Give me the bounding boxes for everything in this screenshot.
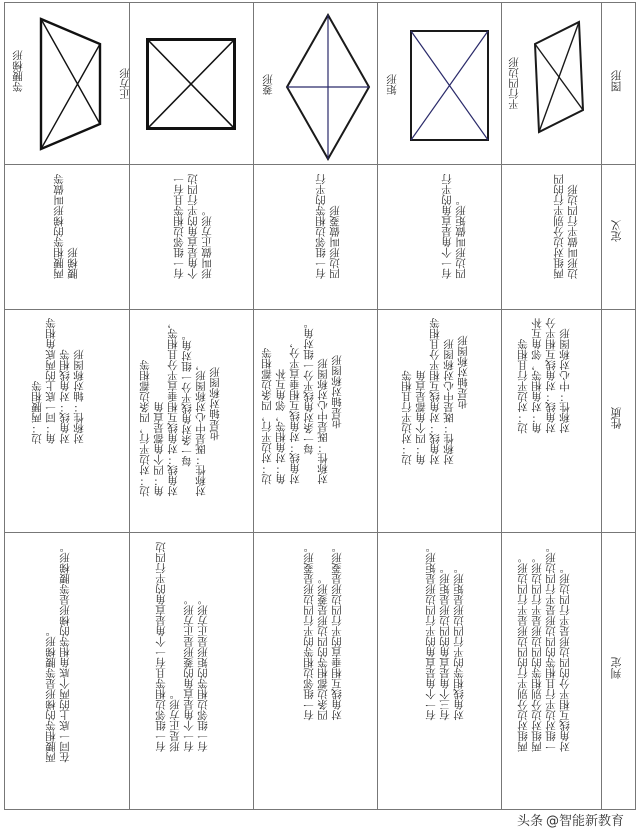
shape-label-isosceles-trapezoid: 等腰梯形 [12, 50, 24, 92]
row-divider [501, 2, 502, 810]
definition-line: 腰梯形 [67, 247, 79, 279]
property-line: 角：对角相等，邻角互补 [275, 369, 287, 485]
property-line: 也是轴对称图形 [209, 367, 221, 441]
judgment-line: 一组对边平行且相等的四边形是平行四边形。 [545, 542, 557, 752]
shape-label-square: 正方形 [119, 68, 131, 100]
property-line: 每一条对角线平分一组对角。 [181, 330, 193, 467]
definition-isosceles-trapezoid [52, 174, 80, 279]
header-definition: 定义 [610, 220, 623, 242]
property-line: 边：对边平行，四条边都相等 [139, 360, 151, 497]
section-divider [4, 164, 636, 165]
judgment-line: 两腰相等的梯形是等腰梯形。 [45, 626, 57, 763]
property-square [138, 318, 222, 497]
property-line: 对角线：对角线互相垂直平分且相等， [167, 318, 179, 497]
property-line: 对角线：对角线相等 [59, 349, 71, 444]
definition-line: 有一组邻边相等的平行 [315, 174, 327, 279]
judgment-line: 有一组邻边相等的矩形是正方形。 [197, 594, 209, 752]
definition-parallelogram [552, 174, 580, 279]
property-line: 对角线：对角线互相平分 [545, 318, 557, 434]
definition-square [172, 174, 214, 279]
property-line: 角：四个角都是直角 [153, 402, 165, 497]
watermark [517, 810, 624, 829]
property-line: 对称性：中心对称图形 [559, 328, 571, 434]
table-border-top [4, 2, 636, 3]
judgment-parallelogram [516, 542, 572, 752]
judgment-line: 四条边都相等的四边形是菱形。 [317, 573, 329, 721]
definition-line: 形叫做正方形。 [201, 205, 213, 279]
judgment-isosceles-trapezoid [44, 542, 72, 763]
watermark-source: 头条 [516, 814, 543, 829]
table-border-right [635, 2, 636, 810]
rectangle-shape [410, 30, 490, 142]
property-line: 边：对边平行且相等 [401, 370, 413, 465]
judgment-line: 有一个角是直角的平行四边形是矩形。 [425, 542, 437, 721]
judgment-line: 有一组邻边相等的平行四边形是菱形。 [303, 542, 315, 721]
definition-line: 四边形叫做菱形 [329, 205, 341, 279]
judgment-line: 有一组邻边相等且有一个角是直角的平行四边 [155, 542, 167, 752]
property-line: 对称性：既是中心对称图形， [195, 360, 207, 497]
property-line: 角：对角相等，邻角互补 [531, 318, 543, 434]
shape-label-parallelogram: 平行四边形 [508, 57, 520, 110]
definition-line: 有一个角是直角的平行 [441, 174, 453, 279]
section-divider [4, 309, 636, 310]
judgment-line: 对角线互相平分的四边形是平行四边形。 [559, 563, 571, 752]
header-judgment: 判定 [610, 657, 623, 679]
judgment-line: 两组对边分别相等的四边形是平行四边形。 [531, 552, 543, 752]
row-divider [253, 2, 254, 810]
judgment-line: 有一个角是直角的菱形是正方形。 [183, 594, 195, 752]
definition-rhombus [314, 174, 342, 279]
header-property: 性质 [610, 407, 623, 429]
row-divider [129, 2, 130, 810]
property-isosceles-trapezoid [30, 318, 86, 444]
square-shape [146, 38, 236, 130]
property-line: 边：对边平行，四条边都相等 [261, 348, 273, 485]
judgment-square [154, 542, 210, 752]
definition-line: 四边形叫做矩形。 [455, 195, 467, 279]
property-line: 边：对边平行且相等 [517, 339, 529, 434]
header-figure: 图形 [610, 70, 623, 92]
property-rhombus [260, 318, 344, 485]
judgment-line: 对角线互相垂直的平行四边形是菱形。 [331, 542, 343, 721]
parallelogram-shape [529, 22, 589, 134]
definition-line: 有一组邻边相等且有一 [173, 174, 185, 279]
definition-line: 边形叫做平行四边形 [567, 184, 579, 279]
property-line: 对称性：既是中心对称图形 [443, 339, 455, 465]
property-line: 也是轴对称图形 [331, 355, 343, 429]
property-rectangle [400, 318, 470, 465]
property-line: 对称性：既是中心对称图形 [317, 358, 329, 485]
property-line: 角：同一底上的两底角相等 [45, 318, 57, 444]
property-line: 每一条对角线平分一组对角。 [303, 318, 315, 455]
table-border-left [4, 2, 5, 810]
rhombus-shape [286, 14, 370, 160]
property-line: 也是轴对称图形 [457, 335, 469, 409]
judgment-line: 有三个角是直角的四边形是矩形。 [439, 563, 451, 721]
property-parallelogram [516, 318, 572, 434]
property-line: 对角线：对角线互相平分且相等 [429, 318, 441, 465]
comparison-table [4, 2, 636, 810]
definition-line: 两腰相等的梯形叫做等 [53, 174, 65, 279]
property-line: 对角线：对角线互相垂直平分， [289, 337, 301, 485]
watermark-account: @智能新教育 [545, 814, 624, 829]
judgment-line: 两组对边分别平行的四边形是平行四边形。 [517, 552, 529, 752]
section-divider [4, 532, 636, 533]
property-line: 对称性：轴对称图形 [73, 349, 85, 444]
judgment-line: 形是正方形。 [169, 689, 181, 752]
isosceles-trapezoid-shape [40, 18, 102, 150]
row-divider [377, 2, 378, 810]
judgment-line: 对角线相等的平行四边形是矩形。 [453, 563, 465, 721]
judgment-rectangle [424, 542, 466, 721]
property-line: 角：四个角都是直角 [415, 370, 427, 465]
shape-label-rectangle: 矩形 [386, 74, 398, 95]
definition-line: 个角是直角的平行四边 [187, 174, 199, 279]
judgment-rhombus [302, 542, 344, 721]
header-divider [601, 2, 602, 810]
definition-line: 两组对边分别平行的四 [553, 174, 565, 279]
judgment-line: 在同一底上的两个底角相等的梯形是等腰梯形。 [59, 542, 71, 763]
shape-label-rhombus: 菱形 [262, 74, 274, 95]
property-line: 边：两腰相等 [31, 381, 43, 444]
definition-rectangle [440, 174, 468, 279]
